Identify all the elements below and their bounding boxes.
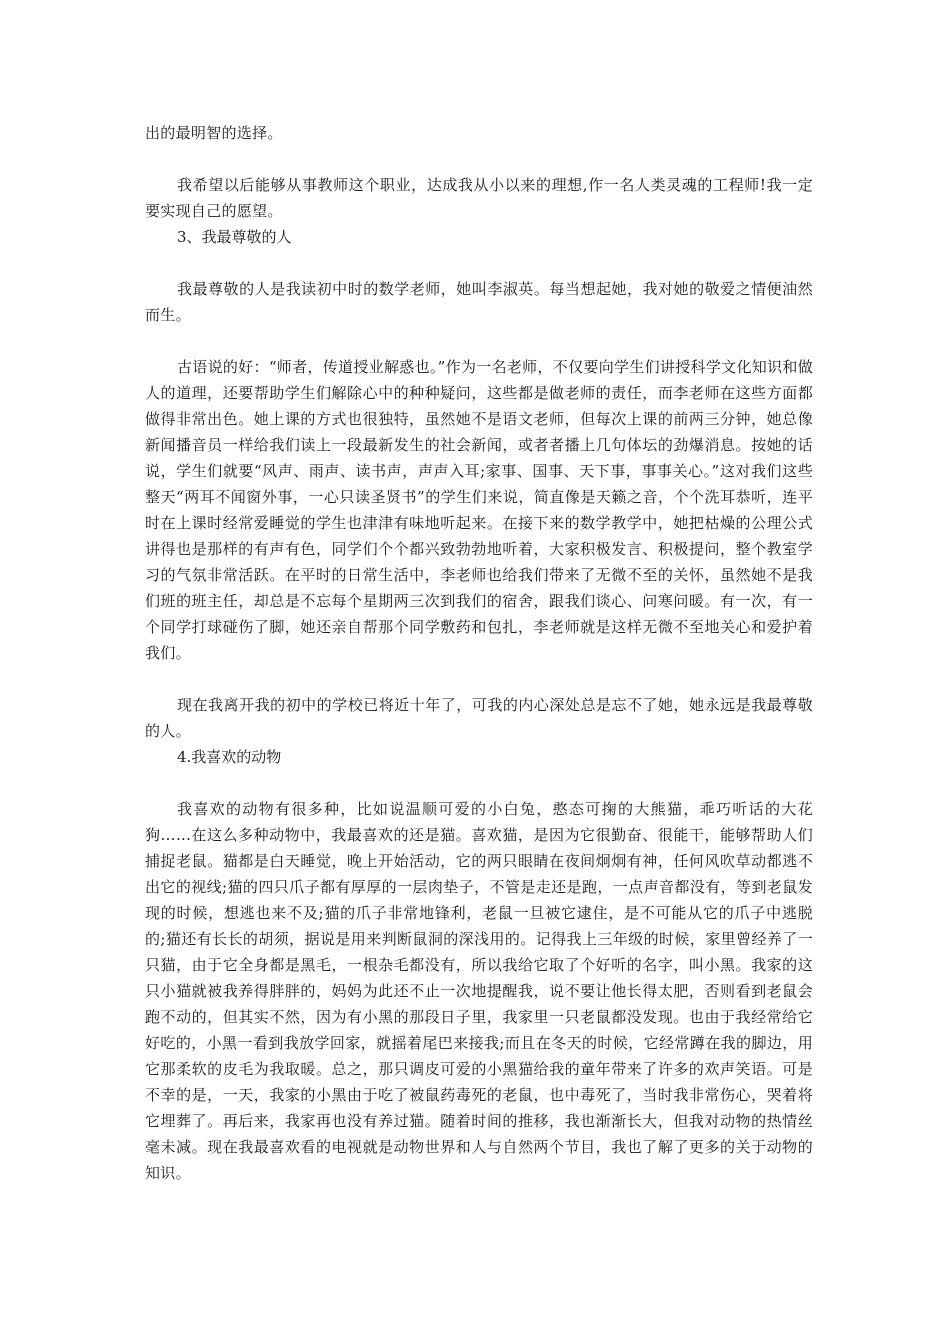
paragraph-respected-person-closing: 现在我离开我的初中的学校已将近十年了，可我的内心深处总是忘不了她，她永远是我最尊敬的人。 xyxy=(145,696,813,740)
section-heading-4: 4.我喜欢的动物 xyxy=(177,748,282,766)
paragraph-continuation: 出的最明智的选择。 xyxy=(145,124,283,142)
paragraph-teacher-wish: 我希望以后能够从事教师这个职业，达成我从小以来的理想,作一名人类灵魂的工程师!我一定要实现自己的愿望。 xyxy=(145,176,813,220)
paragraph-respected-person-body: 古语说的好：“师者，传道授业解惑也。”作为一名老师，不仅要向学生们讲授科学文化知识和做人的道理，还要帮助学生们解除心中的种种疑问，这些都是做老师的责任，而李老师在这些方面都做得非常出色。她上课的方式也很独特，虽然她不是语文老师，但每次上课的前两三分钟，她总像新闻播音员一样给我们读上一段最新发生的社会新闻，或者者播上几句体坛的劲爆消息。按她的话说，学生们就要“风声、雨声、读书声，声声入耳;家事、国事、天下事，事事关心。”这对我们这些整天“两耳不闻窗外事，一心只读圣贤书”的学生们来说，简直像是天籁之音，个个洗耳恭听，连平时在上课时经常爱睡觉的学生也津津有味地听起来。在接下来的数学教学中，她把枯燥的公理公式讲得也是那样的有声有色，同学们个个都兴致勃勃地听着，大家积极发言、积极提问，整个教室学习的气氛非常活跃。在平时的日常生活中，李老师也给我们带来了无微不至的关怀，虽然她不是我们班的班主任，却总是不忘每个星期两三次到我们的宿舍，跟我们谈心、问寒问暖。有一次，有一个同学打球碰伤了脚，她还亲自帮那个同学敷药和包扎，李老师就是这样无微不至地关心和爱护着我们。 xyxy=(145,358,813,662)
document-page xyxy=(145,120,813,1186)
paragraph-favorite-animal: 我喜欢的动物有很多种，比如说温顺可爱的小白兔，憨态可掬的大熊猫，乖巧听话的大花狗……在这么多种动物中，我最喜欢的还是猫。喜欢猫，是因为它很勤奋、很能干，能够帮助人们捕捉老鼠。猫都是白天睡觉，晚上开始活动，它的两只眼睛在夜间炯炯有神，任何风吹草动都逃不出它的视线;猫的四只爪子都有厚厚的一层肉垫子，不管是走还是跑，一点声音都没有，等到老鼠发现的时候，想逃也来不及;猫的爪子非常地锋利，老鼠一旦被它逮住，是不可能从它的爪子中逃脱的;猫还有长长的胡须，据说是用来判断鼠洞的深浅用的。记得我上三年级的时候，家里曾经养了一只猫，由于它全身都是黑毛，一根杂毛都没有，所以我给它取了个好听的名字，叫小黑。我家的这只小猫就被我养得胖胖的，妈妈为此还不止一次地提醒我，说不要让他长得太肥，否则看到老鼠会跑不动的，但其实不然，因为有小黑的那段日子里，我家里一只老鼠都没发现。也由于我经常给它好吃的，小黑一看到我放学回家，就摇着尾巴来接我;而且在冬天的时候，它经常蹲在我的脚边，用它那柔软的皮毛为我取暖。总之，那只调皮可爱的小黑猫给我的童年带来了许多的欢声笑语。可是不幸的是，一天，我家的小黑由于吃了被鼠药毒死的老鼠，也中毒死了，当时我非常伤心，哭着将它埋葬了。再后来，我家再也没有养过猫。随着时间的推移，我也渐渐长大，但我对动物的热情丝毫未减。现在我最喜欢看的电视就是动物世界和人与自然两个节目，我也了解了更多的关于动物的知识。 xyxy=(145,800,813,1182)
section-heading-3: 3、我最尊敬的人 xyxy=(177,228,292,246)
paragraph-respected-person-intro: 我最尊敬的人是我读初中时的数学老师，她叫李淑英。每当想起她，我对她的敬爱之情便油然而生。 xyxy=(145,280,813,324)
